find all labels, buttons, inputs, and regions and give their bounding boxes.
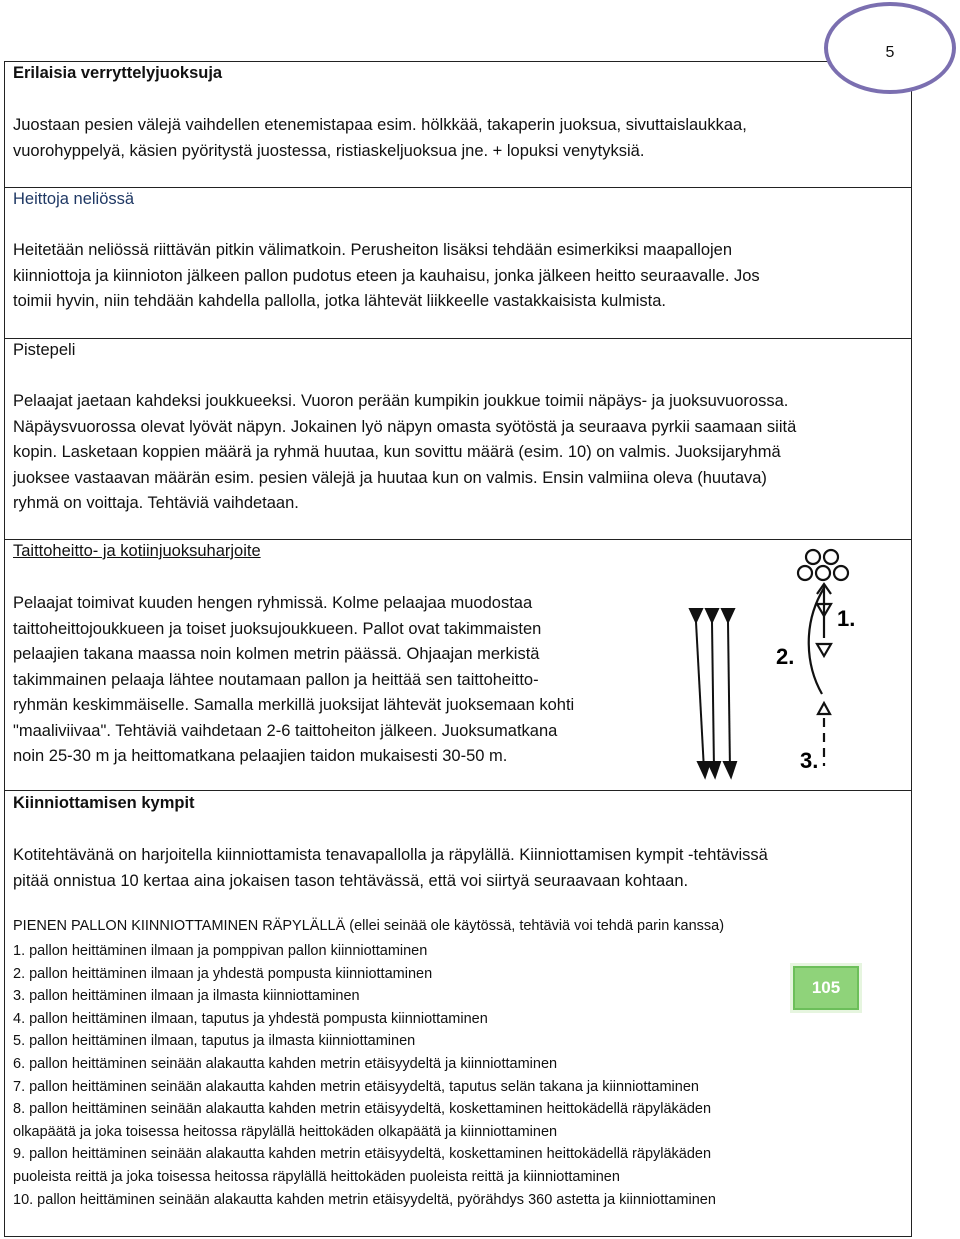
run-arrow [696, 622, 704, 770]
section-title-catching: Kiinniottamisen kympit [13, 794, 195, 812]
list-item: 3. pallon heittäminen ilmaan ja ilmasta kiinniottaminen [13, 988, 360, 1005]
section-text-catching [13, 843, 768, 894]
text-line: vuorohyppelyä, käsien pyöritystä juostessa, ristiaskeljuoksua jne. + lopuksi venytyksiä. [13, 141, 645, 160]
step-label: 2. [776, 644, 795, 669]
text-line: kopin. Lasketaan koppien määrä ja ryhmä huutaa, kun sovittu määrä (esim. 10) on valmis. Juoksijaryhmä [13, 443, 781, 461]
arrow-head-icon [724, 762, 736, 777]
text-line: takimmainen pelaaja lähtee noutamaan pallon ja heittää sen taittoheitto- [13, 670, 539, 689]
text-line: juoksee vastaavan määrän esim. pesien välejä ja huutaa kun on valmis. Ensin valmiina oleva (huutava) [13, 468, 767, 487]
text-line: pitää onnistua 10 kertaa aina jokaisen tason tehtävässä, että voi siirtyä seuraavaan kohtaan. [13, 871, 689, 890]
ball-icon [834, 566, 848, 580]
player-triangle-icon [706, 609, 718, 622]
reference-badge: 105 [793, 966, 859, 1010]
text-line: Juostaan pesien välejä vaihdellen etenemistapaa esim. hölkkää, takaperin juoksua, sivuttaislaukkaa, [13, 116, 747, 134]
list-item: 6. pallon heittäminen seinään alakautta kahden metrin etäisyydeltä ja kiinniottaminen [13, 1055, 558, 1072]
text-line: pelaajien takana maassa noin kolmen metrin päässä. Ohjaajan merkistä [13, 645, 540, 663]
section-text-relay-throw [13, 591, 574, 770]
run-arrow [728, 622, 730, 770]
page-number: 5 [885, 44, 895, 61]
list-item: 9. pallon heittäminen seinään alakautta kahden metrin etäisyydeltä, koskettaminen heittokädellä räpyläkäden [13, 1146, 712, 1163]
text-line: Kotitehtävänä on harjoitella kiinniottamista tenavapallolla ja räpylällä. Kiinniottamisen kympit -tehtävissä [13, 846, 768, 864]
arrow-head-icon [708, 762, 720, 777]
section-text-square-throws [13, 238, 760, 315]
player-triangle-icon [722, 609, 734, 622]
ball-icon [824, 550, 838, 564]
ball-icon [816, 566, 830, 580]
section-divider [4, 338, 912, 339]
ball-icon [798, 566, 812, 580]
section-divider [4, 790, 912, 791]
list-heading: PIENEN PALLON KIINNIOTTAMINEN RÄPYLÄLLÄ (ellei seinää ole käytössä, tehtäviä voi tehdä parin kanssa) [13, 918, 725, 934]
ball-icon [806, 550, 820, 564]
page-number-oval [824, 2, 956, 94]
section-title-square-throws: Heittoja neliössä [13, 190, 135, 208]
list-item: 4. pallon heittäminen ilmaan, taputus ja yhdestä pompusta kiinniottaminen [13, 1010, 488, 1027]
section-title-point-game: Pistepeli [13, 341, 76, 359]
section-divider [4, 539, 912, 540]
run-arrow [712, 622, 714, 770]
player-triangle-icon [818, 703, 830, 714]
text-line: Näpäysvuorossa olevat lyövät näpyn. Jokainen lyö näpyn omasta syötöstä ja seuraava pyrkii saamaan siitä [13, 417, 797, 436]
list-item: 5. pallon heittäminen ilmaan, taputus ja ilmasta kiinniottaminen [13, 1033, 416, 1050]
text-line: kiinniottoja ja kiinnioton jälkeen pallon pudotus eteen ja kauhaisu, jonka jälkeen heitto seuraavalle. Jos [13, 266, 760, 285]
list-item: 2. pallon heittäminen ilmaan ja yhdestä pompusta kiinniottaminen [13, 965, 433, 982]
list-item: olkapäätä ja joka toisessa heitossa räpylällä heittokäden olkapäätä ja kiinniottaminen [13, 1123, 558, 1140]
section-divider [4, 187, 912, 188]
text-line: ryhmän keskimmäiselle. Samalla merkillä juoksijat lähtevät juoksemaan kohti [13, 696, 575, 714]
player-triangle-icon [690, 609, 702, 622]
text-line: toimii hyvin, niin tehdään kahdella pallolla, jotka lähtevät liikkeelle vastakkaisista kulmista. [13, 292, 666, 310]
text-line: Heitetään neliössä riittävän pitkin välimatkoin. Perusheiton lisäksi tehdään esimerkiksi maapallojen [13, 241, 733, 259]
drill-diagram [684, 546, 880, 782]
section-title-warmup: Erilaisia verryttelyjuoksuja [13, 64, 223, 82]
list-item: 7. pallon heittäminen seinään alakautta kahden metrin etäisyydeltä, taputus selän takana ja kiinniottaminen [13, 1078, 699, 1095]
section-text-warmup [13, 113, 747, 164]
section-title-relay-throw: Taittoheitto- ja kotiinjuoksuharjoite [13, 542, 261, 560]
list-item: 10. pallon heittäminen seinään alakautta kahden metrin etäisyydeltä, pyörähdys 360 astetta ja kiinniottaminen [13, 1191, 716, 1208]
text-line: taittoheittojoukkueen ja toiset juoksujoukkueen. Pallot ovat takimmaisten [13, 619, 542, 638]
list-item: puoleista reittä ja joka toisessa heitossa räpylällä heittokäden puoleista reittä ja kiinniottaminen [13, 1168, 620, 1185]
exercise-list [13, 940, 716, 1211]
text-line: Pelaajat toimivat kuuden hengen ryhmissä. Kolme pelaajaa muodostaa [13, 594, 533, 612]
list-item: 8. pallon heittäminen seinään alakautta kahden metrin etäisyydeltä, koskettaminen heittokädellä räpyläkäden [13, 1101, 712, 1118]
step-label: 3. [800, 748, 819, 773]
section-text-point-game [13, 389, 796, 517]
text-line: ryhmä on voittaja. Tehtäviä vaihdetaan. [13, 494, 299, 512]
player-triangle-icon [817, 644, 831, 656]
text-line: "maaliviivaa". Tehtäviä vaihdetaan 2-6 taittoheiton jälkeen. Juoksumatkana [13, 721, 558, 740]
text-line: Pelaajat jaetaan kahdeksi joukkueeksi. Vuoron perään kumpikin joukkue toimii näpäys- ja juoksuvuorossa. [13, 392, 789, 410]
step-label: 1. [837, 606, 856, 631]
list-item: 1. pallon heittäminen ilmaan ja pomppivan pallon kiinniottaminen [13, 943, 428, 959]
text-line: noin 25-30 m ja heittomatkana pelaajien taidon mukaisesti 30-50 m. [13, 747, 508, 765]
